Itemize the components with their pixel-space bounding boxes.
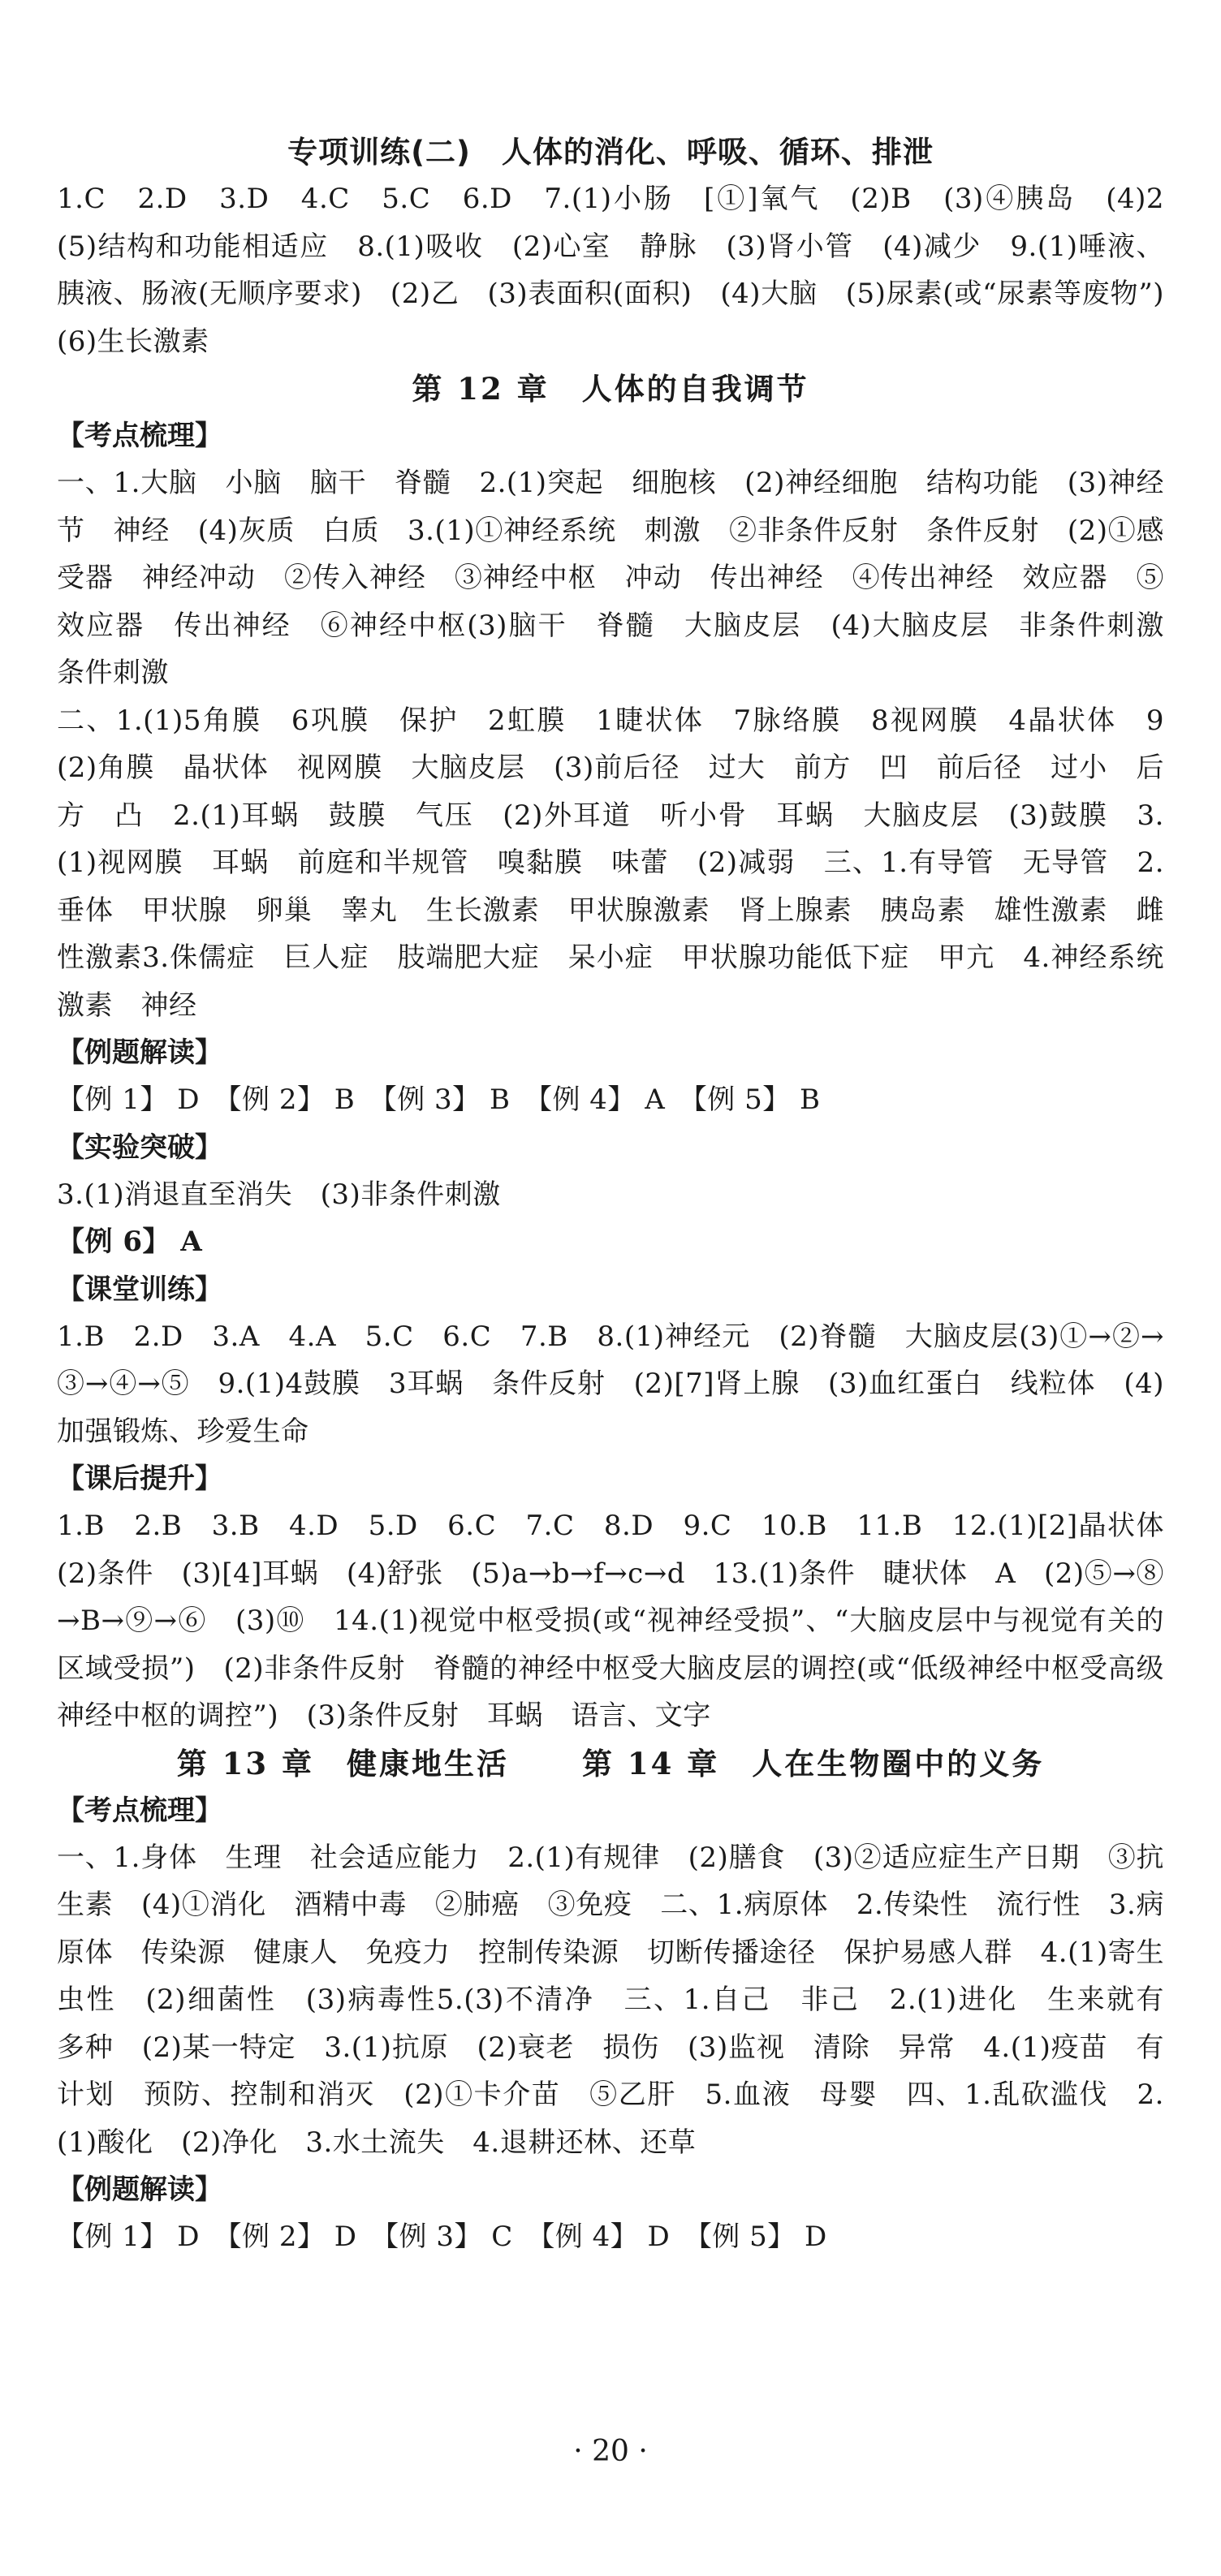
chapter-13-14-heading xyxy=(57,1740,1164,1787)
section-label-kehou: 【课后提升】 xyxy=(57,1462,222,1495)
ch12-ketang-answers: 1.B 2.D 3.A 4.A 5.C 6.C 7.B 8.(1)神经元 (2)脊髓 大脑皮层(3)①→②→③→④→⑤ 9.(1)4鼓膜 3耳蜗 条件反射 (2)[7]肾上腺 (3)血红蛋白 线粒体 (4)加强锻炼、珍爱生命 xyxy=(57,1320,1164,1448)
ch12-kaodian-part1: 一、1.大脑 小脑 脑干 脊髓 2.(1)突起 细胞核 (2)神经细胞 结构功能 (3)神经节 神经 (4)灰质 白质 3.(1)①神经系统 刺激 ②非条件反射 条件反射 (2)①感受器 神经冲动 ②传入神经 ③神经中枢 冲动 传出神经 ④传出神经 效应器 ⑤效应器 传出神经 ⑥神经中枢(3)脑干 脊髓 大脑皮层 (4)大脑皮层 非条件刺激 条件刺激 xyxy=(57,467,1193,689)
ch12-kaodian-part2: 二、1.(1)5角膜 6巩膜 保护 2虹膜 1睫状体 7脉络膜 8视网膜 4晶状体 9 (2)角膜 晶状体 视网膜 大脑皮层 (3)前后径 过大 前方 凹 前后径 过小 后方 凸 2.(1)耳蜗 鼓膜 气压 (2)外耳道 听小骨 耳蜗 大脑皮层 (3)鼓膜 3.(1)视网膜 耳蜗 前庭和半规管 嗅黏膜 味蕾 (2)减弱 三、1.有导管 无导管 2.垂体 甲状腺 卵巢 睾丸 生长激素 甲状腺激素 肾上腺素 胰岛素 雄性激素 雌性激素3.侏儒症 巨人症 肢端肥大症 呆小症 甲状腺功能低下症 甲亢 4.神经系统 激素 神经 xyxy=(57,704,1193,1022)
ch12-liti-answers: 【例 1】 D 【例 2】 B 【例 3】 B 【例 4】 A 【例 5】 B xyxy=(57,1083,821,1116)
page-title: 专项训练(二) 人体的消化、呼吸、循环、排泄 xyxy=(287,135,934,170)
ch13-kaodian-text: 一、1.身体 生理 社会适应能力 2.(1)有规律 (2)膳食 (3)②适应症生产日期 ③抗生素 (4)①消化 酒精中毒 ②肺癌 ③免疫 二、1.病原体 2.传染性 流行性 3.病原体 传染源 健康人 免疫力 控制传染源 切断传播途径 保护易感人群 4.(1)寄生虫性 (2)细菌性 (3)病毒性5.(3)不清净 三、1.自己 非己 2.(1)进化 生来就有 多种 (2)某一特定 3.(1)抗原 (2)衰老 损伤 (3)监视 清除 异常 4.(1)疫苗 有计划 预防、控制和消灭 (2)①卡介苗 ⑤乙肝 5.血液 母婴 四、1.乱砍滥伐 2.(1)酸化 (2)净化 3.水土流失 4.退耕还林、还草 xyxy=(57,1841,1193,2159)
ch12-example-6: 【例 6】 A xyxy=(57,1226,203,1258)
section-label-liti: 【例题解读】 xyxy=(57,1036,222,1069)
section-label-kaodian: 【考点梳理】 xyxy=(57,420,222,452)
ch12-kehou-answers: 1.B 2.B 3.B 4.D 5.D 6.C 7.C 8.D 9.C 10.B 11.B 12.(1)[2]晶状体 (2)条件 (3)[4]耳蜗 (4)舒张 (5)a→b→f→c→d 13.(1)条件 睫状体 A (2)⑤→⑧→B→⑨→⑥ (3)⑩ 14.(1)视觉中枢受损(或“视神经受损”、“大脑皮层中与视觉有关的区域受损”) (2)非条件反射 脊髓的神经中枢受大脑皮层的调控(或“低级神经中枢受高级神经中枢的调控”) (3)条件反射 耳蜗 语言、文字 xyxy=(57,1510,1193,1732)
section-label-shiyan: 【实验突破】 xyxy=(57,1131,222,1164)
special-training-answers: 1.C 2.D 3.D 4.C 5.C 6.D 7.(1)小肠 [①]氧气 (2)B (3)④胰岛 (4)2 (5)结构和功能相适应 8.(1)吸收 (2)心室 静脉 (3)肾小管 (4)减少 9.(1)唾液、胰液、肠液(无顺序要求) (2)乙 (3)表面积(面积) (4)大脑 (5)尿素(或“尿素等废物”) (6)生长激素 xyxy=(57,183,1193,358)
section-label-liti-2: 【例题解读】 xyxy=(57,2173,222,2206)
ch12-shiyan-answers: 3.(1)消退直至消失 (3)非条件刺激 xyxy=(57,1178,501,1211)
page-number: · 20 · xyxy=(573,2435,648,2468)
chapter-12-heading: 第 12 章 人体的自我调节 xyxy=(412,371,809,407)
ch13-liti-answers: 【例 1】 D 【例 2】 D 【例 3】 C 【例 4】 D 【例 5】 D xyxy=(57,2221,827,2253)
section-label-ketang: 【课堂训练】 xyxy=(57,1273,222,1306)
chapter-13-heading: 第 13 章 健康地生活 xyxy=(176,1745,509,1781)
chapter-14-heading: 第 14 章 人在生物圈中的义务 xyxy=(582,1745,1045,1781)
section-label-kaodian-2: 【考点梳理】 xyxy=(57,1794,222,1827)
